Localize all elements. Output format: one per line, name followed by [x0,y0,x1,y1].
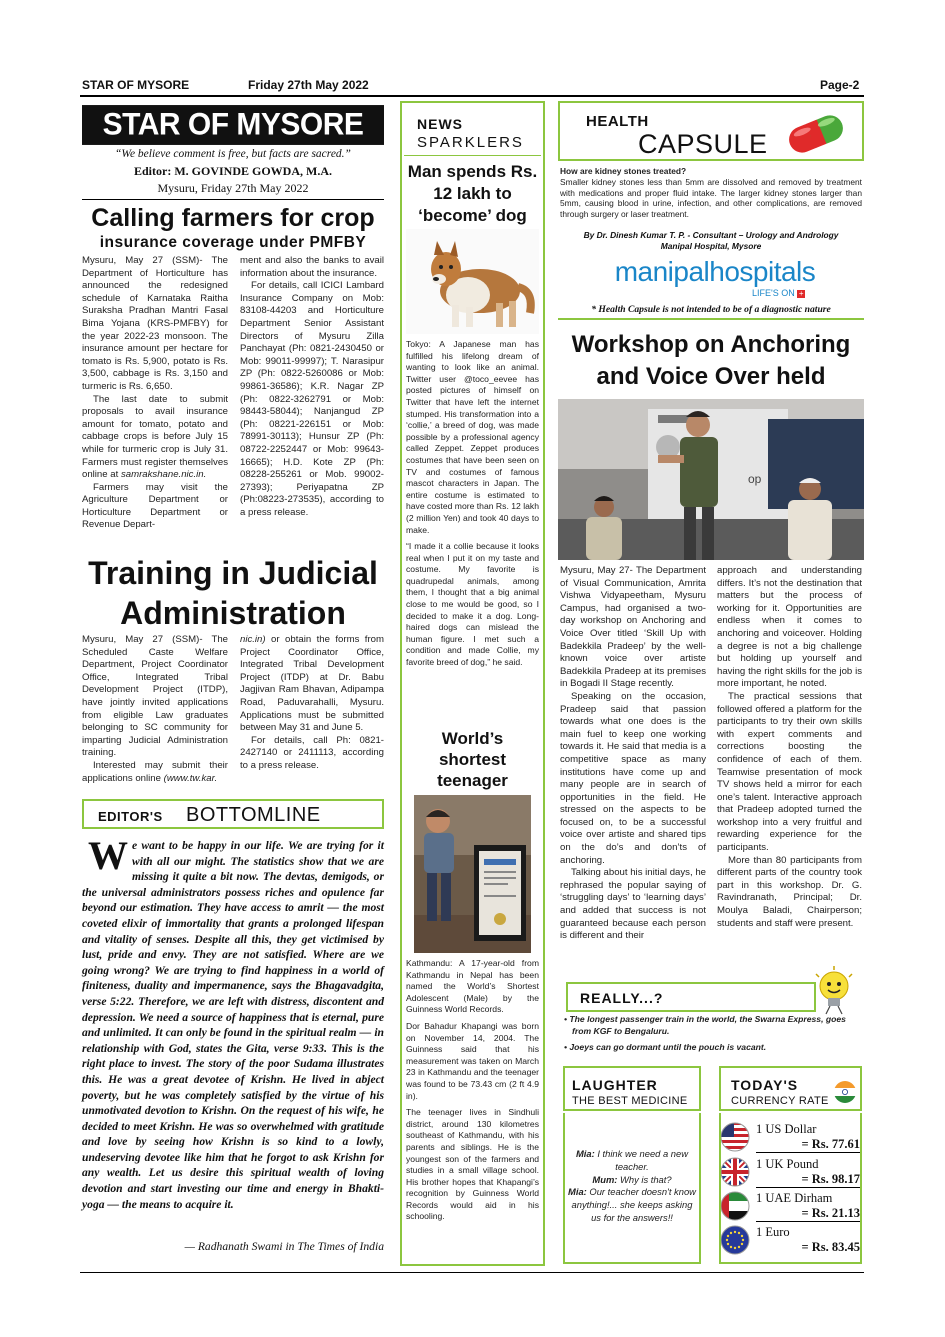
judicial-column-2 [240,634,384,773]
really-list [560,1014,862,1054]
india-flag-icon [833,1080,857,1104]
really-item: • Joeys can go dormant until the pouch is vacant. [564,1042,767,1053]
laughter-label-box [563,1066,701,1111]
masthead-editor: Editor: M. GOVINDE GOWDA, M.A. [134,164,332,178]
currency-unit: 1 UK Pound [756,1157,819,1171]
news-story2-headline: World’s shortest teenager [437,729,508,790]
health-byline-doctor: By Dr. Dinesh Kumar T. P. - Consultant – Urology and Andrology [583,230,839,240]
news-story2-paragraph: Kathmandu: A 17-year-old from Kathmandu in Nepal has been named the World’s Shortest Adolescent (Male) by the Guinness World Records. [406,958,539,1015]
health-byline-hospital: Manipal Hospital, Mysore [660,241,762,251]
news-story2-paragraph: The teenager lives in Sindhuli district, around 130 kilometres southeast of Kathmandu, with his parents and siblings. He is the youngest son of the farmers and studies in a small village school. His brother hopes that Khapangi’s recognition by Guinness World Records would aid in his schooling. [406,1107,539,1222]
laughter-label-1: LAUGHTER [572,1077,658,1093]
news-story1-body [406,339,539,674]
judicial-website-link-cont[interactable]: nic.in) [240,634,266,645]
judicial-paragraph: or obtain the forms from Project Coordinator Office, Integrated Tribal Development Project (ITDP) at Dr. Babu Jagjivan Ram Bhavan, Adipampa Road, Paduvarahalli, Mysuru. Applications must be submitted between May 31 and June 5. [240,634,384,734]
crop-paragraph: The last date to submit proposals to avail insurance amount for tomato, potato and cabbage crops is before July 15 while for turmeric crop is July 31. Farmers must register themselves online at [82,393,228,481]
judicial-website-link[interactable]: (www.tw.kar. [163,772,218,784]
news-story1-headline: Man spends Rs. 12 lakh to ‘become’ dog [407,162,538,225]
news-story2-body [406,958,539,1228]
header-date: Friday 27th May 2022 [248,78,369,92]
crop-paragraph: For details, call ICICI Lambard Insurance Company on Mob: 83108-44203 and Horticulture Department Senior Assistant Directors of Mysuru Zilla Panchayat (Ph: 0821-2430450 or Mob: 99011-99997); T. Narasipur ZP (Ph: 0822-5260086 or Mob: 99861-36586); K.R. Nagar ZP (Ph: 0822-3262791 or Mob: 98443-58044); Nanjangud ZP (Ph: 08221-226151 or Mob: 78991-30113); Hunsur ZP (Ph: 08722-2252447 or Mob: 99643-16665); H.D. Kote ZP (Ph: 08228-255261 or Mob. 99002-27393); Periyapatna ZP (Ph:08223-273535), according to a press release. [240,280,384,518]
judicial-headline-2: Administration [120,595,346,631]
news-story2-paragraph: Dor Bahadur Khapangi was born on November 14, 2004. The Guinness said that his measurement was taken on March 23 in Kathmandu and the teenager was found to be 73.43 cm (2 ft 4.9 in). [406,1020,539,1101]
health-label-2: CAPSULE [638,129,768,159]
really-label-box [566,982,816,1012]
health-answer: Smaller kidney stones less than 5mm are dissolved and removed by treatment with medications and proper fluid intake. The larger kidney stones larger than 5mm, causing blood in urine, infection, and other complications, are removed through surgery or laser treatment. [560,176,862,220]
editors-dropcap: W [88,833,128,878]
joke-text: Our teacher doesn't know anything!... she keeps asking us for the answers!! [571,1186,696,1223]
joke-line [566,1148,698,1174]
currency-value: = Rs. 98.17 [801,1172,860,1186]
joke-line [566,1186,698,1224]
crop-paragraph: ment and also the banks to avail information about the insurance. [240,255,384,279]
judicial-column-1 [82,634,228,785]
masthead-title: STAR OF MYSORE [82,105,384,145]
crop-column-2 [240,255,384,519]
masthead-dateline: Mysuru, Friday 27th May 2022 [157,181,309,195]
workshop-headline-1: Workshop on Anchoring [571,331,851,358]
workshop-column-1 [560,565,706,943]
really-item: • The longest passenger train in the world, the Swarna Express, goes from KGF to Bengaluru. [564,1014,846,1036]
health-disclaimer: * Health Capsule is not intended to be of a diagnostic nature [591,304,831,315]
manipal-logo-tag [752,288,805,298]
editors-text [82,833,384,1212]
svg-text:op: op [748,472,762,486]
joke-speaker: Mia: [568,1186,587,1198]
crop-column-1 [82,255,228,532]
health-question: How are kidney stones treated? [560,166,687,176]
news-divider [404,155,541,156]
workshop-paragraph: More than 80 participants from different parts of the country took part in this workshop. Dr. G. Ravindranath, Principal; Dr. Moulya Baladi, Chairperson; students and staff were present. [717,854,862,929]
workshop-paragraph: Talking about his initial days, he rephrased the popular saying of ‘struggling days’ to ‘learning days’ and added that success is not guaranteed because each person is different and their [560,867,706,942]
currency-value: = Rs. 21.13 [801,1206,860,1220]
health-byline [560,230,862,252]
crop-headline: Calling farmers for crop [91,204,375,232]
plus-icon: + [798,288,804,298]
workshop-paragraph: Speaking on the occasion, Pradeep said that passion towards what one does is the main fuel to keep one working towards it. He said that media is a competitive space as many institutions have come up and many people are in search of opportunities in the field. He stressed on the aspects to be focused on, to be a successful voice over artiste and shared tips on the do’s and don’ts of anchoring. [560,690,706,866]
judicial-headline-1: Training in Judicial [88,555,378,591]
workshop-paragraph: approach and understanding differs. It’s not the destination that matters but the process of working for it. Opportunities are endless when it comes to anchoring and voiceover. Holding a degree is not a big challenge but holding up yourself and having the right skills for the job is more important, he noted. [717,565,862,690]
joke-line [566,1174,698,1187]
workshop-headline-2: and Voice Over held [596,363,826,390]
header-paper-name: STAR OF MYSORE [82,78,190,92]
health-label-1: HEALTH [586,113,649,130]
judicial-paragraph: Interested may submit their applications online [82,759,228,784]
masthead-motto: “We believe comment is free, but facts are sacred.” [115,148,351,160]
laughter-label-2: THE BEST MEDICINE [572,1095,688,1107]
currency-label-2: CURRENCY RATE [731,1095,829,1107]
joke-speaker: Mia: [575,1148,595,1159]
manipal-logo: manipalhospitals [614,256,816,287]
judicial-paragraph: Mysuru, May 27 (SSM)- The Scheduled Caste Welfare Department, Project Coordinator Office, Integrated Tribal Development Project (ITDP), have jointly invited applications from eligible Law graduates belonging to SC community for imparting Judicial Administration training. [82,634,228,759]
header-rule [80,95,864,97]
currency-value: = Rs. 77.61 [801,1137,860,1151]
masthead-rule [82,199,384,200]
workshop-paragraph: The practical sessions that followed offered a platform for the participants to try their own skills with expert comments and corrections boosting the confidence of each of them. Teamwise presentation of mock TV shows held a mirror for each one’s talent. Interactive approach that Pradeep adopted turned the workshop into a very fruitful and rewarding experience for the participants. [717,690,862,854]
news-story1-paragraph: Tokyo: A Japanese man has fulfilled his lifelong dream of wanting to look like an animal. Twitter user @toco_eevee has posted pictures of himself on Twitter that have left the internet stumped. His transformation into a ‘collie,’ a breed of dog, was made possible by a professional agency called Zeppet. Zeppet produces costumes that have been seen on TV and costumes of famous mascot characters in Japan. The entire costume is estimated to have costed more than Rs. 12 lakh (2 million Yen) and took 40 days to make. [406,339,539,535]
editors-label-box [82,799,384,829]
health-capsule-label-box [558,101,864,161]
collie-photo [406,229,539,334]
editors-label-light: BOTTOMLINE [186,804,321,826]
workshop-paragraph: Mysuru, May 27- The Department of Visual Communication, Amrita Vishwa Vidyapeetham, Mysuru Campus, had organised a two-day workshop on Anchoring and Voice Over titled ‘Skill Up with Badekkila Pradeep’ by the well-known voice over artiste Badekkila Pradeep at its premises in Bogadi II Stage recently. [560,565,706,690]
really-item-text: The longest passenger train in the world, the Swarna Express, goes from KGF to Bengaluru. [569,1014,846,1036]
crop-paragraph: Farmers may visit the Agriculture Department or Horticulture Department or Revenue Depart- [82,481,228,531]
currency-label-1: TODAY'S [731,1077,799,1093]
joke-speaker: Mum: [592,1173,618,1185]
news-label-1: NEWS [417,116,463,132]
editors-credit: — Radhanath Swami in The Times of India [184,1240,384,1253]
currency-unit: 1 UAE Dirham [756,1191,833,1205]
currency-unit: 1 Euro [756,1225,790,1239]
currency-label-box [719,1066,862,1111]
joke-text: I think we need a new teacher. [594,1148,689,1172]
crop-subheadline: insurance coverage under PMFBY [99,234,367,251]
crop-paragraph: Mysuru, May 27 (SSM)- The Department of Horticulture has announced the redesigned schedule of Karnataka Raitha Suraksha Pradhan Mantri Fasal Bima Yojana (KRS-PMFBY) for the year 2022-23 monsoon. The insurance amount per hectare for tomato is Rs. 5,900, potato is Rs. 3,500, cabbage is Rs. 3,150 and turmeric is Rs. 6,650. [82,255,228,392]
teenager-photo [414,795,531,953]
really-label: REALLY...? [580,990,664,1006]
currency-value: = Rs. 83.45 [801,1240,860,1254]
health-body [560,166,862,220]
editors-label-bold: EDITOR'S [98,809,163,824]
laughter-joke [566,1148,698,1225]
joke-text: Why is that? [617,1173,672,1185]
crop-website-link[interactable]: samrakshane.nic.in. [120,469,207,481]
health-bottom-rule [558,318,864,320]
editors-body: e want to be happy in our life. We are trying for it with all our might. The statistics show that we are missing it quite a bit now. The devtas, demigods, or the universal administrators possess riches and opulence far beyond our estimation. They have access to amrit — the most coveted elixir of immortality that grants a prolonged lifespan and vitality of senses. Despite all this, they get victimised by lust, pride and envy. They are not satisfied. Where are we going wrong? We are trying to find happiness in a world of finiteness, duality and impermanence, says the Bhagavadgita, verse 5:22. Therefore, we are left with distress, discontent and depression. We need a source of happiness that is eternal, pure and unlimited. It can only be found in the spiritual realm — in relationship with God, states the Gita, verse 9:33. This is the right place to invest. The story of the poor Sudama illustrates this. He was a great devotee of Krishn. He lived in abject poverty, but he was completely satisfied by the virtue of his unmotivated devotion to Krishn. On the request of his wife, he decided to meet Krishn. He was so overwhelmed with gratitude and love by seeing how Krishn is so kind to a lowly, undeserving devotee like him that he forgot to ask Krishn for any wealth. Let us desire this spiritual wealth of loving devotion and start investing our time and energy in Bhakti-yoga — the means to acquire it. [82,839,384,1211]
lightbulb-icon [812,966,856,1016]
manipal-logo-tagline: LIFE'S ON [752,288,795,298]
workshop-column-2 [717,565,862,930]
currency-unit: 1 US Dollar [756,1122,817,1136]
header-page-number: Page-2 [820,78,860,92]
workshop-photo [558,399,864,560]
currency-content-box [719,1113,862,1264]
really-item-text: Joeys can go dormant until the pouch is vacant. [569,1042,767,1053]
footer-rule [80,1272,864,1273]
judicial-paragraph: For details, call Ph: 0821-2427140 or 2411113, according to a press release. [240,734,384,771]
news-story1-paragraph: “I made it a collie because it looks real when I put it on my taste and costume. My favorite is quadrupedal animals, among them, I thought that a big animal close to me would be good, so I decided to make it a dog. Long-haired dogs can mislead the human figure. I met such a condition and made Collie, my favorite breed of dog,” he said. [406,541,539,668]
news-label-2: SPARKLERS [417,134,524,151]
capsule-pill-icon [780,107,862,159]
